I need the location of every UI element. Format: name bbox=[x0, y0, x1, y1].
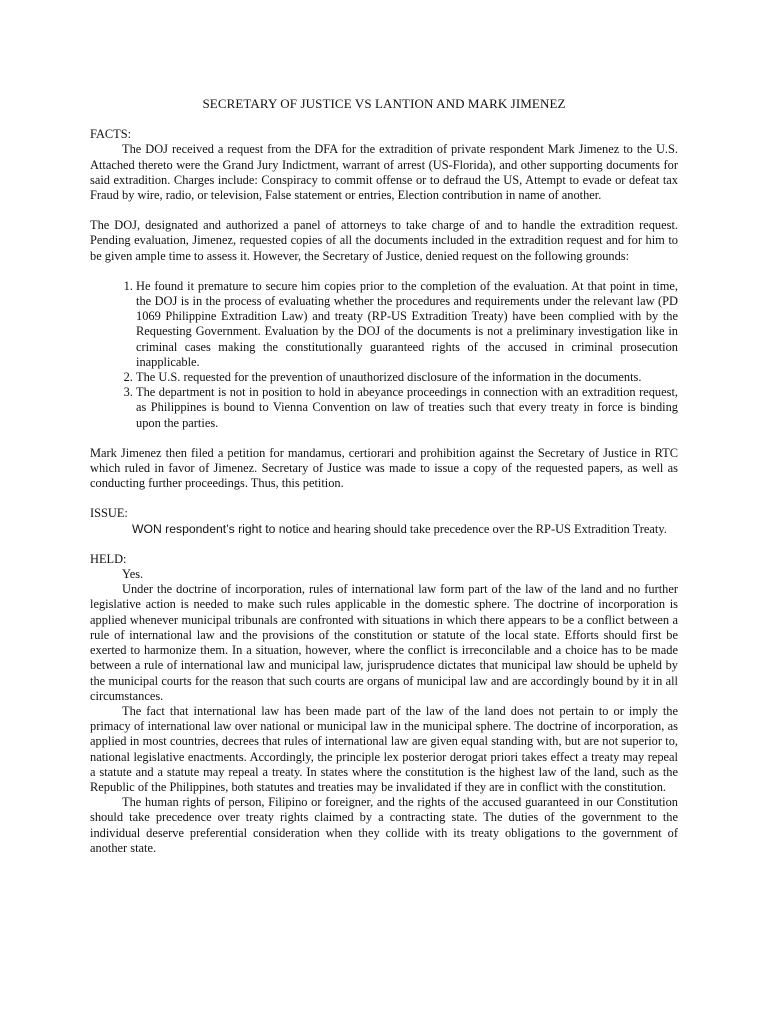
issue-text bbox=[90, 522, 678, 537]
facts-paragraph-3: Mark Jimenez then filed a petition for mandamus, certiorari and prohibition against the Secretary of Justice in RTC which ruled in favor of Jimenez. Secretary of Justice was made to issue a copy of the requested papers, as well as conducting further proceedings. Thus, this petition. bbox=[90, 445, 678, 491]
held-paragraph-1: Under the doctrine of incorporation, rules of international law form part of the law of the land and no further legislative action is needed to make such rules applicable in the domestic sphere. The doctrine of incorporation is applied whenever municipal tribunals are confronted with situations in which there appears to be a conflict between a rule of international law and the provisions of the constitution or statute of the local state. Efforts should first be exerted to harmonize them. In a situation, however, where the conflict is irreconcilable and a choice has to be made between a rule of international law and municipal law, jurisprudence dictates that municipal law should be upheld by the municipal courts for the reason that such courts are organs of municipal law and are accordingly bound by it in all circumstances. bbox=[90, 582, 678, 703]
spacer bbox=[90, 537, 678, 552]
held-paragraph-3: The human rights of person, Filipino or foreigner, and the rights of the accused guaranteed in our Constitution should take precedence over treaty rights claimed by a contracting state. The duties of the government to the individual deserve preferential consideration when they collide with its treaty obligations to the government of another state. bbox=[90, 795, 678, 855]
grounds-list-item: 2. The U.S. requested for the prevention of unauthorized disclosure of the information in the documents. bbox=[136, 370, 678, 385]
spacer bbox=[90, 431, 678, 446]
facts-paragraph-2: The DOJ, designated and authorized a panel of attorneys to take charge of and to handle the extradition request. Pending evaluation, Jimenez, requested copies of all the documents included in the extradition request and for him to be given ample time to assess it. However, the Secretary of Justice, denied request on the following grounds: bbox=[90, 218, 678, 263]
held-label: HELD: bbox=[90, 551, 127, 566]
facts-paragraph-1: The DOJ received a request from the DFA for the extradition of private respondent Mark Jimenez to the U.S. Attached thereto were the Grand Jury Indictment, warrant of arrest (US-Florida), and other supporting documents for said extradition. Charges include: Conspiracy to commit offense or to defraud the US, Attempt to evade or defeat tax Fraud by wire, radio, or television, False statement or entries, Election contribution in name of another. bbox=[90, 142, 678, 203]
document-title: SECRETARY OF JUSTICE VS LANTION AND MARK JIMENEZ bbox=[202, 96, 566, 111]
held-answer: Yes. bbox=[122, 567, 144, 582]
spacer bbox=[90, 264, 678, 279]
issue-label: ISSUE: bbox=[90, 506, 128, 521]
grounds-list-item: 3. The department is not in position to hold in abeyance proceedings in connection with an extradition request, as Philippines is bound to Vienna Convention on law of treaties such that every treaty in force is binding upon the parties. bbox=[136, 385, 678, 431]
spacer bbox=[90, 491, 678, 506]
spacer bbox=[90, 203, 678, 218]
grounds-list-item: 1. He found it premature to secure him copies prior to the completion of the evaluation. At that point in time, the DOJ is in the process of evaluating whether the procedures and requirements under the relevant law (PD 1069 Philippine Extradition Law) and treaty (RP-US Extradition Treaty) have been complied with by the Requesting Government. Evaluation by the DOJ of the documents is not a preliminary investigation like in criminal cases making the constitutionally guaranteed rights of the accused in criminal prosecution inapplicable. bbox=[136, 279, 678, 370]
grounds-list bbox=[90, 279, 678, 431]
issue-text-part-1: WON respondent’s right to noti bbox=[132, 521, 299, 536]
facts-label: FACTS: bbox=[90, 127, 132, 142]
issue-text-part-2: ce and hearing should take precedence over the RP-US Extradition Treaty. bbox=[298, 521, 667, 536]
held-paragraph-2: The fact that international law has been made part of the law of the land does not pertain to or imply the primacy of international law over national or municipal law in the municipal sphere. The doctrine of incorporation, as applied in most countries, decrees that rules of international law are given equal standing with, but are not superior to, national legislative enactments. Accordingly, the principle lex posterior derogat priori takes effect a treaty may repeal a statute and a statute may repeal a treaty. In states where the constitution is the highest law of the land, such as the Republic of the Philippines, both statutes and treaties may be invalidated if they are in conflict with the constitution. bbox=[90, 703, 678, 794]
